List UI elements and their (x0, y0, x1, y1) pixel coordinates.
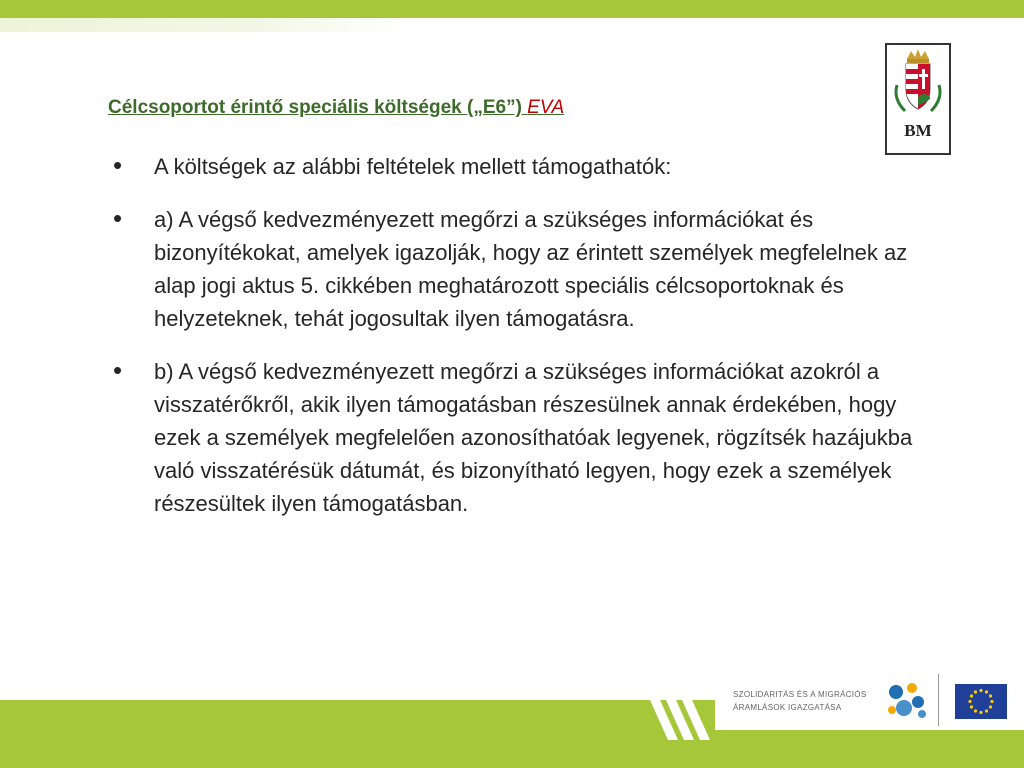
bullet-dot-icon: • (113, 150, 123, 180)
bullet-text: A költségek az alábbi feltételek mellett támogathatók: (154, 154, 672, 179)
agency-name-line1: SZOLIDARITÁS ÉS A MIGRÁCIÓS (733, 690, 867, 699)
ministry-logo (885, 43, 951, 155)
agency-name-line2: ÁRAMLÁSOK IGAZGATÁSA (733, 703, 842, 712)
bullet-dot-icon: • (113, 355, 123, 385)
slide-title-main: Célcsoportot érintő speciális költségek („E6”) (108, 97, 528, 118)
bullet-text: a) A végső kedvezményezett megőrzi a szükséges információkat és bizonyítékokat, amelyek igazolják, hogy az érintett személyek megfelelnek az alap jogi aktus 5. cikkében meghatározott speciális célcsoportoknak és helyzeteknek, tehát jogosultak ilyen támogatásra. (154, 207, 908, 331)
top-decorative-band (0, 0, 1024, 40)
slide-title-eva: EVA (527, 97, 565, 118)
bullet-item (108, 203, 948, 335)
coat-of-arms-icon (887, 45, 949, 121)
footer-divider (938, 674, 939, 726)
top-light-strip (0, 18, 1024, 32)
slide-title (108, 97, 564, 119)
agency-name (733, 688, 866, 714)
eu-flag-icon (955, 684, 1007, 719)
bullet-list (108, 150, 948, 540)
bullet-item (108, 150, 948, 183)
bullet-dot-icon: • (113, 203, 123, 233)
bullet-item (108, 355, 948, 520)
agency-logo-icon (882, 680, 932, 722)
top-green-strip (0, 0, 1024, 18)
ministry-logo-text: BM (904, 121, 932, 140)
bullet-text: b) A végső kedvezményezett megőrzi a szükséges információkat azokról a visszatérőkről, akik ilyen támogatásban részesülnek annak érdekében, hogy ezek a személyek megfelelően azonosíthatóak legyenek, rögzítsék hazájukba való visszatérésük dátumát, és bizonyítható legyen, hogy ezek a személyek részesültek ilyen támogatásban. (154, 359, 913, 516)
